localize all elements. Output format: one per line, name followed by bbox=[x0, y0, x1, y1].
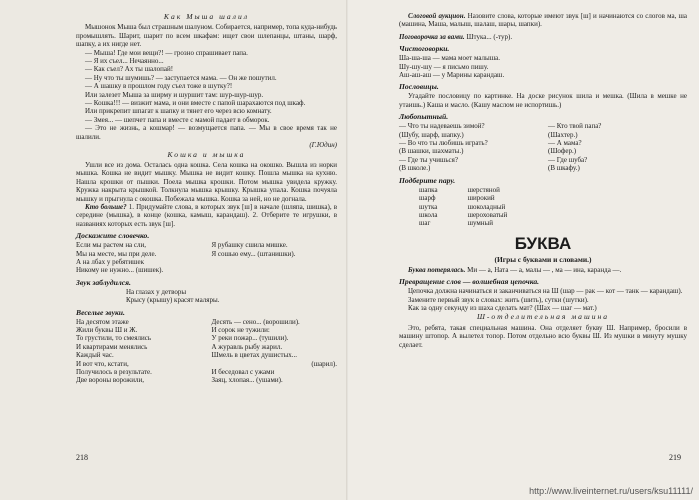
poem-line: Заяц, хлопая... (ушами). bbox=[211, 376, 283, 385]
story-1-line: Или залезет Мыша за ширму и шуршит там: шур-шур-шур. bbox=[85, 90, 264, 99]
poem-line: — Где шуба? bbox=[548, 155, 588, 164]
story-1 bbox=[76, 23, 337, 141]
finish-poem bbox=[76, 241, 337, 275]
pair-word: шарф bbox=[419, 194, 436, 203]
auction bbox=[399, 12, 687, 29]
poem-line: — Кто твой папа? bbox=[548, 122, 602, 131]
poem-line: И квартирами менялись bbox=[76, 342, 148, 351]
poem-line: — А мама? bbox=[548, 139, 582, 148]
saying-label: Поговорочка за вами. bbox=[399, 32, 465, 41]
page-number-right: 219 bbox=[669, 453, 681, 462]
poem-line: И сорок не тужили: bbox=[211, 326, 270, 334]
poem-line: А на лбах у ребятишек bbox=[76, 257, 144, 266]
poem-line: Две вороны ворожили, bbox=[76, 376, 145, 385]
tongue-twisters bbox=[399, 54, 687, 79]
poem-line: (В шашки, шахматы.) bbox=[399, 147, 464, 156]
poem-line: Шу-шу-шу — я письмо пишу. bbox=[399, 62, 489, 71]
story-1-line: — Я их съел... Нечаянно... bbox=[85, 57, 164, 66]
fun-sounds-poem bbox=[76, 318, 337, 385]
poem-line: Никому не нужно... (шишек). bbox=[76, 266, 164, 275]
pair-label: Подберите пару. bbox=[399, 175, 456, 185]
poem-line: И беседовал с ужами bbox=[211, 368, 275, 377]
pair-word: шаг bbox=[419, 219, 431, 228]
curious-label: Любопытный. bbox=[399, 112, 449, 122]
story-1-line: — А шашку в прошлом году съел тоже в шутку?! bbox=[85, 82, 233, 91]
lost-letter-text: Ми — а, Ната — а, малы — , ма — ина, каранда —. bbox=[467, 265, 622, 274]
poem-line: (В школе.) bbox=[399, 164, 431, 173]
story-title-2: Кошка и мышка bbox=[167, 149, 246, 159]
chain-text: Как за одну секунду из шаха сделать мат? (Шах — шаг — мат.) bbox=[408, 303, 597, 312]
poem-line: У реки пожар... (тушили). bbox=[211, 334, 289, 343]
saying-text: Штука... (-тур). bbox=[466, 32, 513, 41]
pair-word: шутка bbox=[419, 202, 438, 211]
auction-label: Слоговой аукцион. bbox=[408, 12, 466, 20]
poem-line: (Шубу, шарф, шапку.) bbox=[399, 130, 464, 139]
pair-word: широкий bbox=[467, 194, 495, 203]
auction-text: Назовите слова, которые имеют звук [ш] и начинаются со слогов ма, ша (машина, Маша, малыш, шалаш, шары, шапки). bbox=[399, 12, 688, 29]
story-1-line: Или прикрепит шпагат к шапку и тянет его через всю комнату. bbox=[85, 107, 272, 116]
story-1-line: — Как съел? Ах ты шалопай! bbox=[85, 65, 174, 74]
finish-label: Доскажите словечко. bbox=[76, 231, 150, 241]
pair-word: шерстяной bbox=[467, 185, 500, 194]
lost-letter bbox=[399, 266, 687, 274]
pair-word: шероховатый bbox=[467, 210, 508, 219]
pair-words bbox=[419, 186, 687, 228]
right-page bbox=[349, 0, 699, 500]
watermark-url: http://www.liveinternet.ru/users/ksu11111/ bbox=[529, 486, 693, 496]
story-1-line: — Мыша! Где мои вещи?! — грозно спрашивает папа. bbox=[85, 48, 248, 57]
story-1-line: — Это не жизнь, а кошмар! — возмущается папа. — Мы в свое время так не шалили. bbox=[76, 124, 337, 141]
poem-line: То грустили, то смеялись bbox=[76, 334, 152, 343]
curious-dialogue bbox=[399, 122, 687, 172]
proverbs-text: Угадайте пословицу по картинке. На доске рисунок шила и мешка. (Шила в мешке не утаишь.) Каша и масло. (Кашу маслом не испортишь.) bbox=[399, 92, 687, 109]
poem-line: Ша-ша-ша — мама моет малыша. bbox=[399, 54, 500, 63]
poem-line: Шмель в цветах душистых... bbox=[211, 351, 298, 360]
pair-word: шапка bbox=[419, 185, 438, 194]
poem-line: — Во что ты любишь играть? bbox=[399, 139, 488, 148]
task bbox=[76, 203, 337, 228]
section-subtitle: (Игры с буквами и словами.) bbox=[494, 254, 592, 264]
poem-line: Крысу (крышу) красят маляры. bbox=[126, 296, 220, 305]
chain-text: Замените первый звук в словах: жить (шить), сутки (шутки). bbox=[408, 295, 589, 304]
poem-line: Если мы растем на сли, bbox=[76, 241, 147, 250]
tongue-twisters-label: Чистоговорки. bbox=[399, 44, 450, 54]
section-title: БУКВА bbox=[514, 233, 572, 253]
pair-word: шоколадный bbox=[467, 202, 506, 211]
poem-line: (Шофер.) bbox=[548, 147, 577, 156]
poem-line: (Шахтер.) bbox=[548, 130, 578, 139]
poem-line: Десять — сено... (ворошили). bbox=[211, 317, 300, 326]
poem-line: На глазах у детворы bbox=[126, 287, 187, 296]
poem-line: Я сошью ему... (штанишки). bbox=[211, 249, 296, 258]
poem-line: А журавль рыбу жарил. bbox=[211, 342, 283, 351]
proverbs-label: Пословицы. bbox=[399, 82, 439, 92]
poem-line: На десятом этаже bbox=[76, 317, 129, 326]
task-text: 1. Придумайте слова, в которых звук [ш] в начале (шляпа, шишка), в середине (мышка), в конце (кошка, камыш, карандаш). 2. Отберите те игрушки, в названиях которых есть звук [ш]. bbox=[76, 202, 338, 228]
task-label: Кто больше? bbox=[85, 202, 127, 211]
left-page bbox=[0, 0, 349, 500]
chain-text: Цепочка должна начинаться и заканчиваться на Ш (шар — рак — кот — танк — карандаш). bbox=[408, 287, 683, 296]
fun-sounds-label: Веселые звуки. bbox=[76, 307, 125, 317]
lost-letter-label: Буква потерялась. bbox=[408, 265, 466, 274]
machine-title: Ш-отделительная машина bbox=[476, 312, 610, 322]
poem-line: Мы на месте, мы при деле. bbox=[76, 249, 157, 258]
story-title-1: Как Мыша шалил bbox=[163, 12, 250, 21]
poem-line: (шарил). bbox=[311, 359, 337, 368]
pair-word: школа bbox=[419, 210, 438, 219]
pair-word: шумный bbox=[467, 219, 493, 228]
lost-sound-label: Звук заблудился. bbox=[76, 277, 131, 287]
poem-line: — Что ты надеваешь зимой? bbox=[399, 122, 485, 131]
story-1-line: — Кошка!!! — визжит мама, и они вместе с папой шарахаются под шкаф. bbox=[85, 99, 306, 108]
story-1-line: — Змея... — шепчет папа и вместе с мамой падает в обморок. bbox=[85, 115, 270, 124]
poem-line: И вот что, кстати, bbox=[76, 359, 129, 368]
poem-line: — Где ты учишься? bbox=[399, 155, 458, 164]
chain-label: Превращение слов — волшебная цепочка. bbox=[399, 277, 540, 287]
author: (Г.Юдин) bbox=[309, 141, 337, 150]
poem-line: Я рубашку сшила мишке. bbox=[211, 241, 288, 250]
poem-line: Каждый час. bbox=[76, 351, 114, 360]
story-2: Ушли все из дома. Осталась одна кошка. Села кошка на окошко. Вышла из норки мышка. Кошка не видит мышку. Мышка не видит кошку. Пошла мышка на кухню. Нашла крошки от пышки. Поела мышка крошки. Потом мышка увидела кружку. Кружка накрыта крышкой. Толкнула мышка крышку. Крышка упала. Кошка почуяла мышку и прыгнула с окошка. Побежала мышка. Кошка за ней, но не догнала. bbox=[76, 160, 337, 203]
poem-line: (В шкафу.) bbox=[548, 164, 580, 173]
lost-sound-poem bbox=[126, 288, 337, 305]
saying bbox=[399, 33, 687, 41]
poem-line: Получилось в результате. bbox=[76, 368, 152, 377]
machine-text: Это, ребята, такая специальная машина. Она отделяет букву Ш. Например, бросили в машину штопор. А вылетел топор. Потом отдельно всю буквы Ш. Из мушки в минуту мушку сделает. bbox=[399, 323, 687, 349]
story-1-line: Мышонок Мыша был страшным шалуном. Собирается, например, топа куда-нибудь промышлять. Шарит, шарит по всем шкафам: ищет свои шлепанцы, штаны, шарф, шапку, а их нигде нет. bbox=[76, 23, 337, 49]
poem-line: Аш-аш-аш — у Марины карандаш. bbox=[399, 71, 505, 80]
poem-line: Жили буквы Ш и Ж. bbox=[76, 326, 138, 334]
page-number-left: 218 bbox=[76, 453, 88, 462]
story-1-line: — Ну что ты шумишь? — заступается мама. — Он же пошутил. bbox=[85, 73, 277, 82]
